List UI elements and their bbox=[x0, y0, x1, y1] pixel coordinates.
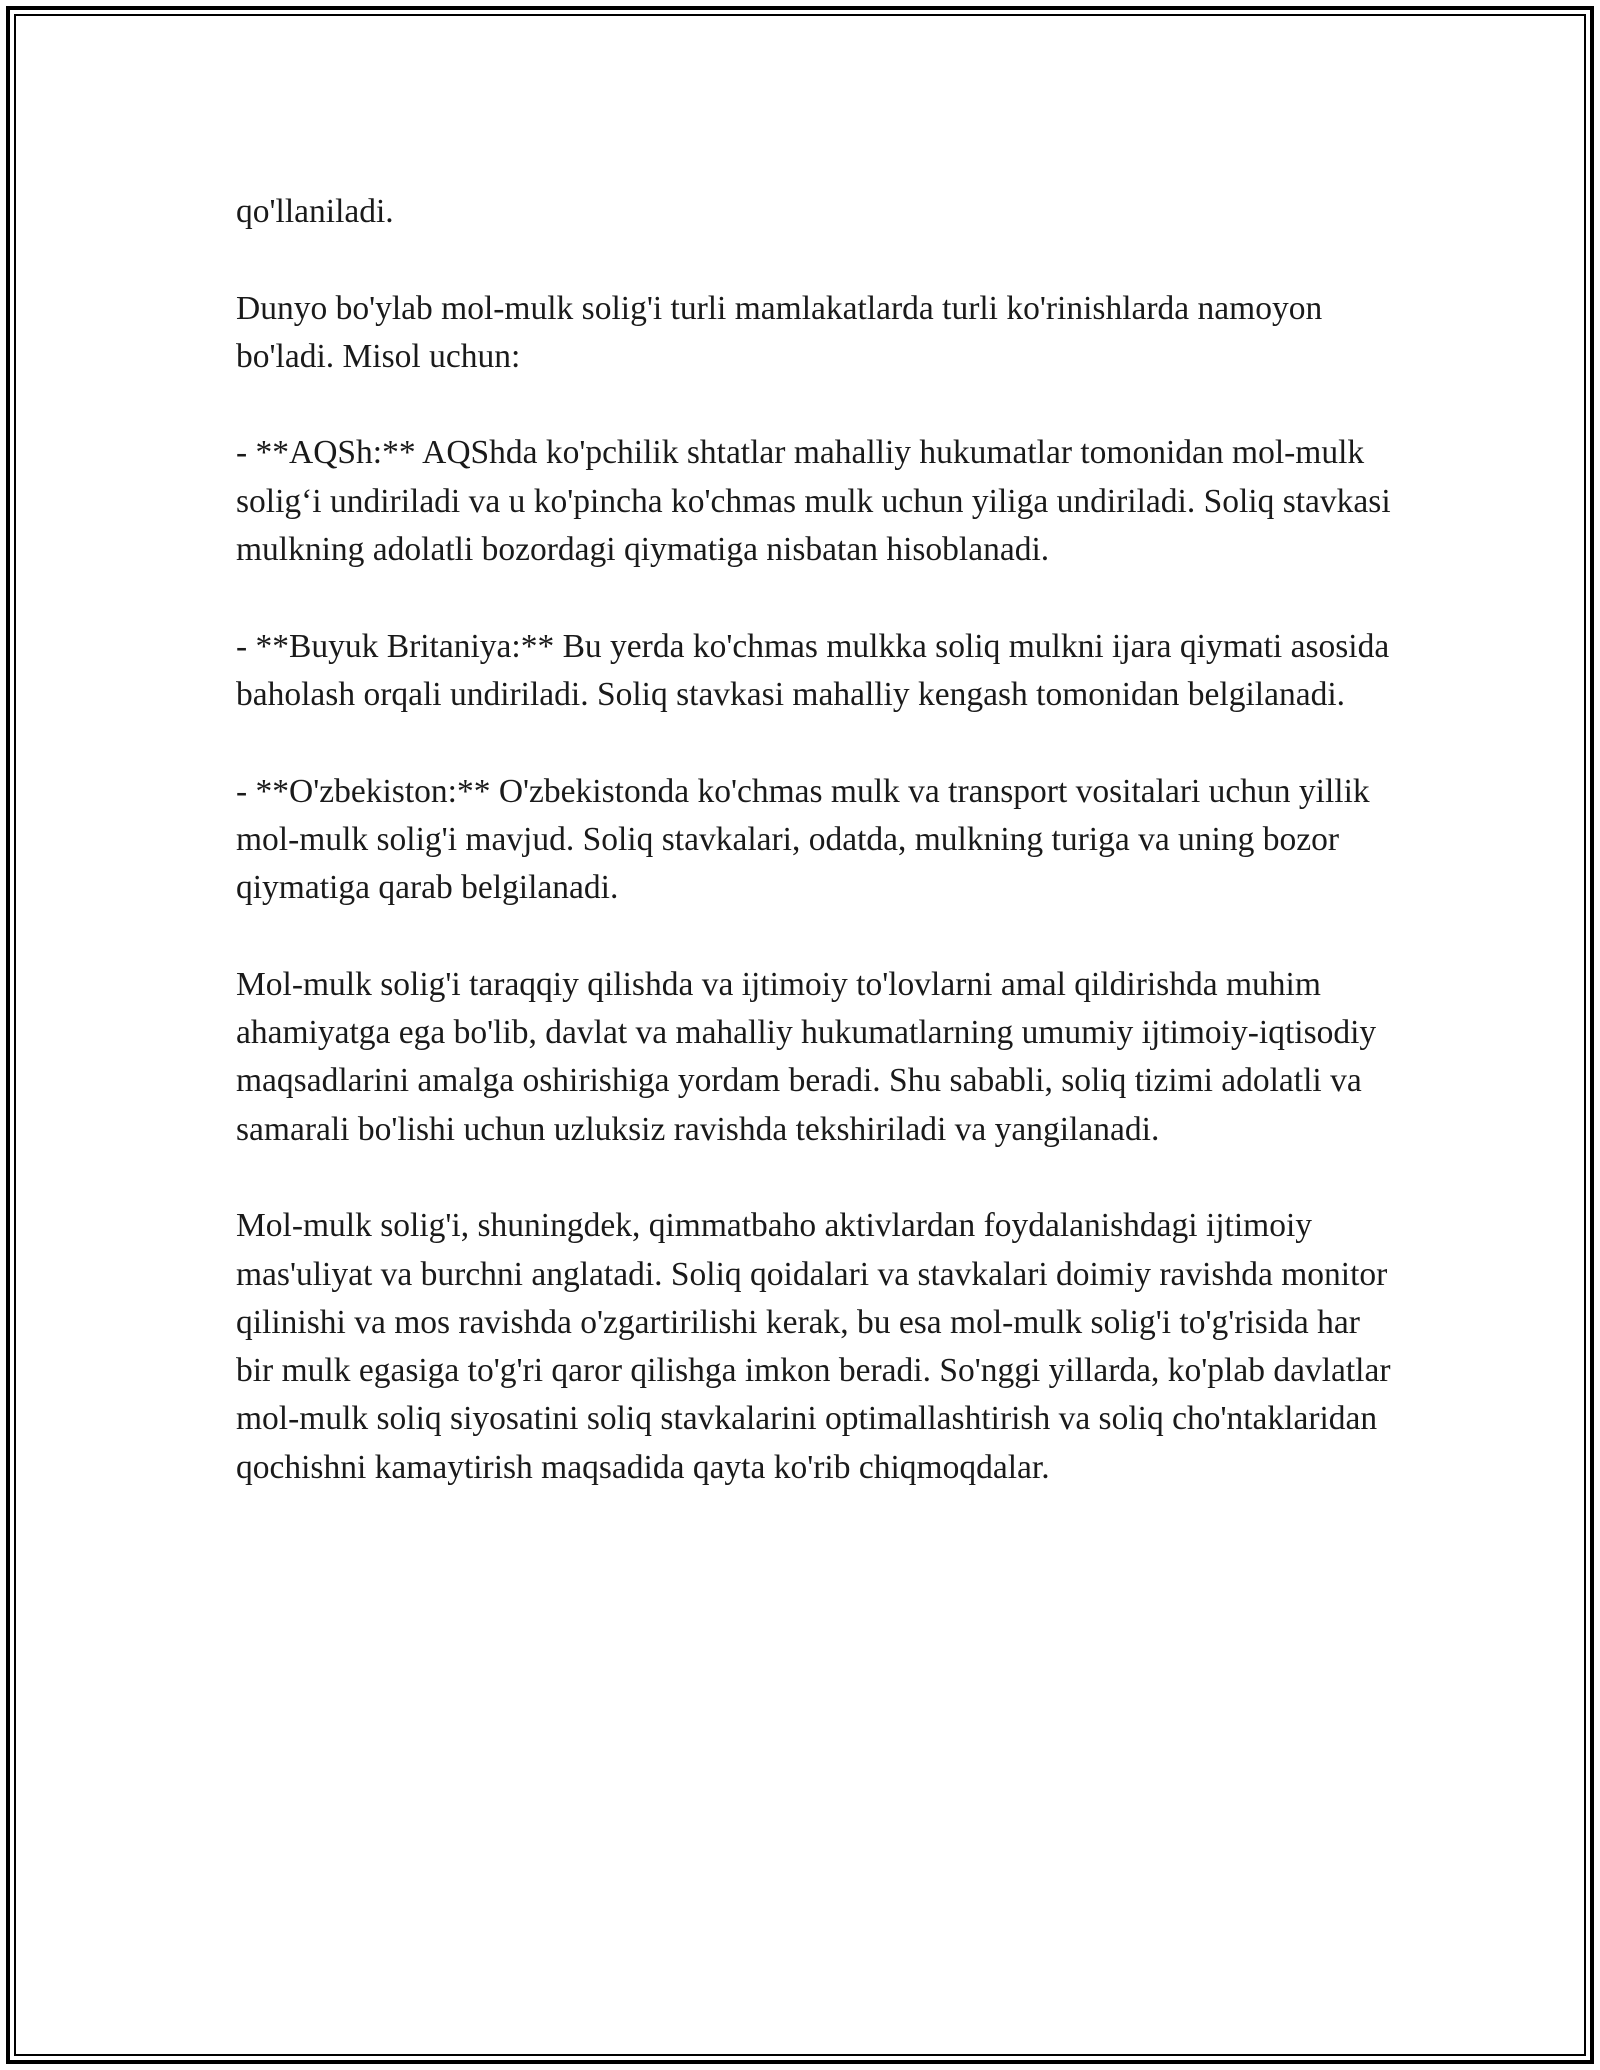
paragraph-conclusion: Mol-mulk solig'i, shuningdek, qimmatbaho aktivlardan foydalanishdagi ijtimoiy mas'uliyat va burchni anglatadi. Soliq qoidalari va stavkalari doimiy ravishda monitor qilinishi va mos ravishda o'zgartirilishi kerak, bu esa mol-mulk solig'i to'g'risida har bir mulk egasiga to'g'ri qaror qilishga imkon beradi. So'nggi yillarda, ko'plab davlatlar mol-mulk soliq siyosatini soliq stavkalarini optimallashtirish va soliq cho'ntaklaridan qochishni kamaytirish maqsadida qayta ko'rib chiqmoqdalar. bbox=[236, 1207, 1391, 1486]
paragraph-intro: Dunyo bo'ylab mol-mulk solig'i turli mamlakatlarda turli ko'rinishlarda namoyon bo'ladi. Misol uchun: bbox=[236, 289, 1323, 375]
paragraph-usa: - **AQSh:** AQShda ko'pchilik shtatlar mahalliy hukumatlar tomonidan mol-mulk solig‘i undiriladi va u ko'pincha ko'chmas mulk uchun yiliga undiriladi. Soliq stavkasi mulkning adolatli bozordagi qiymatiga nisbatan hisoblanadi. bbox=[236, 434, 1391, 569]
paragraph-continuation: qo'llaniladi. bbox=[236, 193, 394, 230]
paragraph-uk: - **Buyuk Britaniya:** Bu yerda ko'chmas mulkka soliq mulkni ijara qiymati asosida baholash orqali undiriladi. Soliq stavkasi mahalliy kengash tomonidan belgilanadi. bbox=[236, 627, 1390, 713]
paragraph-importance: Mol-mulk solig'i taraqqiy qilishda va ijtimoiy to'lovlarni amal qildirishda muhim ahamiyatga ega bo'lib, davlat va mahalliy hukumatlarning umumiy ijtimoiy-iqtisodiy maqsadlarini amalga oshirishiga yordam beradi. Shu sababli, soliq tizimi adolatli va samarali bo'lishi uchun uzluksiz ravishda tekshiriladi va yangilanadi. bbox=[236, 965, 1377, 1148]
document-body bbox=[236, 188, 1396, 1492]
paragraph-uzbekistan: - **O'zbekiston:** O'zbekistonda ko'chmas mulk va transport vositalari uchun yillik mol-mulk solig'i mavjud. Soliq stavkalari, odatda, mulkning turiga va uning bozor qiymatiga qarab belgilanadi. bbox=[236, 772, 1370, 907]
